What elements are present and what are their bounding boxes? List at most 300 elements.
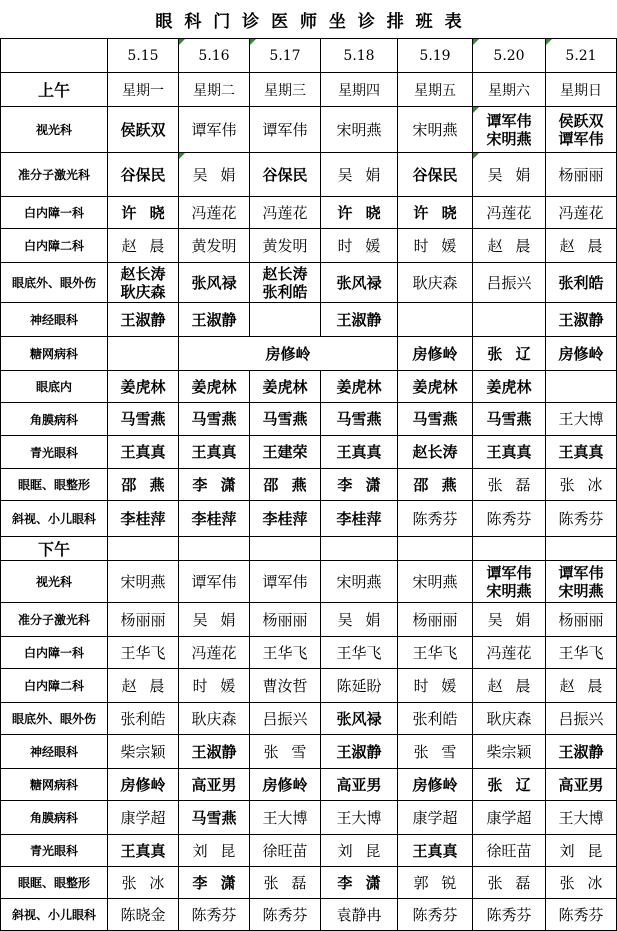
schedule-cell xyxy=(398,769,472,800)
doctor-name: 谷保民 xyxy=(120,165,166,184)
doctor-name: 刘 昆 xyxy=(337,841,381,860)
weekday-label: 星期三 xyxy=(250,73,320,106)
doctor-name: 冯莲花 xyxy=(486,643,532,662)
green-triangle-icon xyxy=(546,39,552,45)
doctor-name: 张风禄 xyxy=(336,709,382,728)
doctor-name: 邵 燕 xyxy=(263,475,307,494)
doctor-name: 吴 娟 xyxy=(192,610,236,629)
empty-cell xyxy=(179,537,249,560)
doctor-name: 谭军伟 xyxy=(262,572,308,591)
schedule-cell xyxy=(398,436,472,468)
doctor-name: 李桂萍 xyxy=(120,509,166,528)
schedule-cell xyxy=(108,867,178,898)
schedule-cell xyxy=(179,801,249,834)
doctor-name: 王淑静 xyxy=(120,310,166,329)
doctor-name: 王淑静 xyxy=(191,310,237,329)
doctor-name: 冯莲花 xyxy=(191,203,237,222)
schedule-cell xyxy=(321,469,397,500)
schedule-cell xyxy=(179,637,249,668)
doctor-name: 谭军伟 xyxy=(558,563,604,582)
schedule-cell xyxy=(321,637,397,668)
schedule-cell xyxy=(398,197,472,228)
doctor-name: 宋明燕 xyxy=(558,581,604,600)
doctor-name: 许 晓 xyxy=(337,203,381,222)
schedule-cell xyxy=(473,371,545,402)
doctor-name: 杨丽丽 xyxy=(120,610,166,629)
doctor-name: 赵 晨 xyxy=(121,676,165,695)
department-label: 神经眼科 xyxy=(1,735,107,768)
schedule-cell xyxy=(321,835,397,866)
date-header: 5.17 xyxy=(250,39,320,72)
schedule-cell xyxy=(546,835,616,866)
schedule-cell xyxy=(546,337,616,370)
department-label: 准分子激光科 xyxy=(1,153,107,196)
department-label: 视光科 xyxy=(1,107,107,152)
department-label: 斜视、小儿眼科 xyxy=(1,501,107,536)
department-label: 斜视、小儿眼科 xyxy=(1,899,107,930)
schedule-cell xyxy=(398,801,472,834)
doctor-name: 吴 娟 xyxy=(487,610,531,629)
schedule-cell xyxy=(473,637,545,668)
doctor-name: 张风禄 xyxy=(336,273,382,292)
doctor-name: 耿庆森 xyxy=(486,709,532,728)
schedule-cell xyxy=(398,835,472,866)
doctor-name: 王淑静 xyxy=(558,742,604,761)
schedule-cell xyxy=(250,835,320,866)
schedule-cell xyxy=(179,703,249,734)
schedule-cell xyxy=(398,669,472,702)
doctor-name: 杨丽丽 xyxy=(558,165,604,184)
doctor-name: 王淑静 xyxy=(336,742,382,761)
doctor-name: 王建荣 xyxy=(262,443,308,461)
schedule-cell xyxy=(546,501,616,536)
schedule-cell xyxy=(321,867,397,898)
doctor-name: 吴 娟 xyxy=(192,165,236,184)
schedule-cell xyxy=(179,436,249,468)
schedule-cell xyxy=(473,501,545,536)
doctor-name: 耿庆森 xyxy=(120,282,166,301)
schedule-cell xyxy=(321,561,397,602)
empty-cell xyxy=(473,537,545,560)
schedule-cell xyxy=(179,469,249,500)
doctor-name: 李 潇 xyxy=(337,475,381,494)
schedule-cell xyxy=(473,769,545,800)
department-label: 白内障二科 xyxy=(1,669,107,702)
doctor-name: 张 冰 xyxy=(559,475,603,494)
schedule-cell xyxy=(108,436,178,468)
doctor-name: 宋明燕 xyxy=(486,129,532,148)
date-header: 5.16 xyxy=(179,39,249,72)
session-label-afternoon: 下午 xyxy=(1,537,107,560)
schedule-cell xyxy=(108,669,178,702)
schedule-cell xyxy=(250,107,320,152)
doctor-name: 宋明燕 xyxy=(336,572,382,591)
schedule-cell xyxy=(321,436,397,468)
doctor-name: 宋明燕 xyxy=(412,120,458,139)
schedule-cell xyxy=(321,703,397,734)
doctor-name: 冯莲花 xyxy=(486,203,532,222)
doctor-name: 谭军伟 xyxy=(486,111,532,130)
department-label: 眼眶、眼整形 xyxy=(1,469,107,500)
doctor-name: 赵长涛 xyxy=(412,443,458,461)
doctor-name: 陈秀芬 xyxy=(486,905,532,924)
doctor-name: 邵 燕 xyxy=(121,475,165,494)
schedule-cell xyxy=(473,337,545,370)
doctor-name: 马雪燕 xyxy=(191,808,237,827)
doctor-name: 陈秀芬 xyxy=(191,905,237,924)
schedule-cell xyxy=(398,703,472,734)
schedule-cell xyxy=(250,801,320,834)
schedule-cell xyxy=(179,153,249,196)
schedule-cell xyxy=(250,371,320,402)
schedule-cell xyxy=(250,603,320,636)
green-triangle-icon xyxy=(179,153,185,159)
doctor-name: 王淑静 xyxy=(336,310,382,329)
schedule-cell xyxy=(546,403,616,435)
doctor-name: 张利皓 xyxy=(262,282,308,301)
schedule-cell xyxy=(179,603,249,636)
schedule-cell xyxy=(321,669,397,702)
weekday-label: 星期五 xyxy=(398,73,472,106)
doctor-name: 吴 娟 xyxy=(337,165,381,184)
schedule-cell xyxy=(473,669,545,702)
doctor-name: 李桂萍 xyxy=(336,509,382,528)
schedule-cell xyxy=(108,303,178,336)
schedule-cell xyxy=(321,197,397,228)
schedule-cell xyxy=(473,303,545,336)
doctor-name: 王真真 xyxy=(336,443,382,461)
doctor-name: 宋明燕 xyxy=(336,120,382,139)
schedule-cell xyxy=(473,561,545,602)
date-header: 5.15 xyxy=(108,39,178,72)
doctor-name: 张 磊 xyxy=(263,873,307,892)
doctor-name: 许 晓 xyxy=(413,203,457,222)
schedule-cell xyxy=(473,867,545,898)
doctor-name: 马雪燕 xyxy=(412,410,458,428)
doctor-name: 姜虎林 xyxy=(336,377,382,396)
doctor-name: 刘 昆 xyxy=(559,841,603,860)
schedule-cell xyxy=(398,107,472,152)
doctor-name: 张 辽 xyxy=(487,344,531,363)
doctor-name: 李 潇 xyxy=(337,873,381,892)
schedule-cell xyxy=(108,703,178,734)
schedule-cell xyxy=(321,403,397,435)
department-label: 眼底外、眼外伤 xyxy=(1,703,107,734)
doctor-name: 徐旺苗 xyxy=(486,841,532,860)
schedule-cell xyxy=(546,603,616,636)
doctor-name: 杨丽丽 xyxy=(412,610,458,629)
schedule-cell xyxy=(398,263,472,302)
schedule-cell xyxy=(179,303,249,336)
schedule-cell xyxy=(473,835,545,866)
doctor-name: 王真真 xyxy=(120,841,166,860)
schedule-cell xyxy=(473,801,545,834)
doctor-name: 房修岭 xyxy=(558,344,604,363)
doctor-name: 马雪燕 xyxy=(336,410,382,428)
department-label: 眼底外、眼外伤 xyxy=(1,263,107,302)
doctor-name: 赵 晨 xyxy=(487,236,531,255)
doctor-name: 王华飞 xyxy=(412,643,458,662)
empty-cell xyxy=(398,537,472,560)
department-label: 青光眼科 xyxy=(1,835,107,866)
schedule-cell xyxy=(250,899,320,930)
department-label: 白内障一科 xyxy=(1,637,107,668)
doctor-name: 王真真 xyxy=(191,443,237,461)
doctor-name: 王大博 xyxy=(558,410,604,428)
department-label: 视光科 xyxy=(1,561,107,602)
schedule-cell xyxy=(473,107,545,152)
schedule-cell xyxy=(179,669,249,702)
schedule-cell xyxy=(108,835,178,866)
green-triangle-icon xyxy=(473,107,479,113)
schedule-cell xyxy=(398,603,472,636)
doctor-name: 王大博 xyxy=(262,808,308,827)
date-header: 5.20 xyxy=(473,39,545,72)
doctor-name: 高亚男 xyxy=(558,775,604,794)
doctor-name: 高亚男 xyxy=(336,775,382,794)
doctor-name: 王华飞 xyxy=(262,643,308,662)
green-triangle-icon xyxy=(179,39,185,45)
green-triangle-icon xyxy=(250,39,256,45)
green-triangle-icon xyxy=(473,153,479,159)
schedule-cell xyxy=(546,769,616,800)
doctor-name: 杨丽丽 xyxy=(262,610,308,629)
doctor-name: 赵 晨 xyxy=(121,236,165,255)
schedule-cell xyxy=(108,735,178,768)
weekday-label: 星期一 xyxy=(108,73,178,106)
schedule-cell xyxy=(546,229,616,262)
schedule-cell xyxy=(250,501,320,536)
schedule-cell xyxy=(321,735,397,768)
schedule-cell xyxy=(250,436,320,468)
doctor-name: 赵 晨 xyxy=(487,676,531,695)
department-label: 糖网病科 xyxy=(1,337,107,370)
schedule-cell xyxy=(179,107,249,152)
schedule-cell xyxy=(473,263,545,302)
schedule-cell xyxy=(250,197,320,228)
schedule-cell xyxy=(473,469,545,500)
doctor-name: 王大博 xyxy=(336,808,382,827)
doctor-name: 柴宗颖 xyxy=(486,742,532,761)
department-label: 糖网病科 xyxy=(1,769,107,800)
doctor-name: 马雪燕 xyxy=(262,410,308,428)
doctor-name: 房修岭 xyxy=(262,775,308,794)
department-label: 角膜病科 xyxy=(1,801,107,834)
schedule-cell xyxy=(321,153,397,196)
doctor-name: 谭军伟 xyxy=(191,572,237,591)
date-header: 5.19 xyxy=(398,39,472,72)
doctor-name: 王大博 xyxy=(558,808,604,827)
doctor-name: 房修岭 xyxy=(412,775,458,794)
schedule-cell xyxy=(108,603,178,636)
schedule-cell xyxy=(398,735,472,768)
schedule-cell xyxy=(546,371,616,402)
schedule-cell xyxy=(250,867,320,898)
schedule-cell xyxy=(250,469,320,500)
doctor-name: 姜虎林 xyxy=(120,377,166,396)
doctor-name: 王真真 xyxy=(486,443,532,461)
doctor-name: 姜虎林 xyxy=(262,377,308,396)
doctor-name: 冯莲花 xyxy=(262,203,308,222)
schedule-cell xyxy=(179,501,249,536)
doctor-name: 谭军伟 xyxy=(262,120,308,139)
schedule-cell xyxy=(250,637,320,668)
doctor-name: 赵 晨 xyxy=(559,676,603,695)
schedule-cell xyxy=(546,801,616,834)
schedule-cell xyxy=(108,337,178,370)
doctor-name: 耿庆森 xyxy=(191,709,237,728)
page-title: 眼 科 门 诊 医 师 坐 诊 排 班 表 xyxy=(155,11,462,32)
doctor-name: 侯跃双 xyxy=(558,111,604,130)
doctor-name: 谷保民 xyxy=(262,165,308,184)
weekday-label: 星期六 xyxy=(473,73,545,106)
doctor-name: 张利皓 xyxy=(558,273,604,292)
schedule-cell xyxy=(179,769,249,800)
schedule-cell xyxy=(250,769,320,800)
doctor-name: 谭军伟 xyxy=(558,129,604,148)
doctor-name: 姜虎林 xyxy=(191,377,237,396)
doctor-name: 康学超 xyxy=(486,808,532,827)
doctor-name: 赵 晨 xyxy=(559,236,603,255)
doctor-name: 陈晓金 xyxy=(120,905,166,924)
doctor-name: 黄发明 xyxy=(191,236,237,255)
corner-cell xyxy=(1,39,107,72)
schedule-cell xyxy=(250,669,320,702)
schedule-cell xyxy=(546,436,616,468)
doctor-name: 陈秀芬 xyxy=(558,905,604,924)
schedule-cell xyxy=(546,263,616,302)
doctor-name: 时 媛 xyxy=(192,676,236,695)
schedule-cell xyxy=(321,603,397,636)
date-header: 5.21 xyxy=(546,39,616,72)
schedule-cell xyxy=(473,703,545,734)
schedule-cell xyxy=(108,263,178,302)
doctor-name: 姜虎林 xyxy=(412,377,458,396)
doctor-name: 房修岭 xyxy=(120,775,166,794)
schedule-cell xyxy=(179,197,249,228)
doctor-name: 徐旺苗 xyxy=(262,841,308,860)
schedule-cell xyxy=(250,229,320,262)
schedule-cell xyxy=(473,735,545,768)
doctor-name: 陈秀芬 xyxy=(486,509,532,528)
doctor-name: 张风禄 xyxy=(191,273,237,292)
doctor-name: 赵长涛 xyxy=(262,264,308,283)
schedule-cell xyxy=(398,153,472,196)
schedule-cell xyxy=(321,899,397,930)
doctor-name: 王华飞 xyxy=(558,643,604,662)
doctor-name: 马雪燕 xyxy=(120,410,166,428)
doctor-name: 吴 娟 xyxy=(337,610,381,629)
schedule-cell xyxy=(250,153,320,196)
doctor-name: 吕振兴 xyxy=(486,273,532,292)
doctor-name: 耿庆森 xyxy=(412,273,458,292)
schedule-cell xyxy=(546,703,616,734)
doctor-name: 姜虎林 xyxy=(486,377,532,396)
schedule-cell xyxy=(108,371,178,402)
doctor-name: 王真真 xyxy=(558,443,604,461)
doctor-name: 时 媛 xyxy=(413,676,457,695)
doctor-name: 冯莲花 xyxy=(558,203,604,222)
department-label: 白内障二科 xyxy=(1,229,107,262)
schedule-cell xyxy=(321,769,397,800)
empty-cell xyxy=(321,537,397,560)
doctor-name: 陈秀芬 xyxy=(412,905,458,924)
schedule-cell xyxy=(108,501,178,536)
doctor-name: 张 冰 xyxy=(121,873,165,892)
doctor-name: 柴宗颖 xyxy=(120,742,166,761)
doctor-name: 邵 燕 xyxy=(413,475,457,494)
schedule-cell xyxy=(108,403,178,435)
schedule-table xyxy=(0,38,617,931)
department-label: 白内障一科 xyxy=(1,197,107,228)
doctor-name: 刘 昆 xyxy=(192,841,236,860)
schedule-cell xyxy=(108,197,178,228)
doctor-name: 王华飞 xyxy=(336,643,382,662)
schedule-cell xyxy=(546,669,616,702)
date-header: 5.18 xyxy=(321,39,397,72)
doctor-name: 时 媛 xyxy=(413,236,457,255)
schedule-cell xyxy=(321,263,397,302)
schedule-cell xyxy=(108,899,178,930)
schedule-cell xyxy=(398,229,472,262)
schedule-cell xyxy=(398,371,472,402)
doctor-name: 陈延盼 xyxy=(336,676,382,695)
schedule-cell xyxy=(398,337,472,370)
schedule-cell xyxy=(546,561,616,602)
schedule-cell xyxy=(546,469,616,500)
doctor-name: 时 媛 xyxy=(337,236,381,255)
schedule-cell xyxy=(108,469,178,500)
doctor-name: 吕振兴 xyxy=(558,709,604,728)
doctor-name: 高亚男 xyxy=(191,775,237,794)
schedule-cell xyxy=(473,603,545,636)
schedule-cell xyxy=(179,561,249,602)
doctor-name: 康学超 xyxy=(412,808,458,827)
doctor-name: 曹汝哲 xyxy=(262,676,308,695)
schedule-cell xyxy=(321,371,397,402)
schedule-cell xyxy=(250,561,320,602)
doctor-name: 张 雪 xyxy=(413,742,457,761)
schedule-cell xyxy=(179,899,249,930)
schedule-cell xyxy=(546,867,616,898)
schedule-cell xyxy=(108,561,178,602)
doctor-name: 马雪燕 xyxy=(191,410,237,428)
schedule-cell xyxy=(179,263,249,302)
schedule-cell xyxy=(546,107,616,152)
schedule-cell xyxy=(179,337,397,370)
schedule-cell xyxy=(179,867,249,898)
schedule-cell xyxy=(108,107,178,152)
doctor-name: 侯跃双 xyxy=(120,120,166,139)
schedule-cell xyxy=(473,229,545,262)
schedule-cell xyxy=(321,229,397,262)
schedule-cell xyxy=(398,899,472,930)
schedule-cell xyxy=(108,229,178,262)
doctor-name: 马雪燕 xyxy=(486,410,532,428)
schedule-cell xyxy=(398,637,472,668)
doctor-name: 陈秀芬 xyxy=(262,905,308,924)
schedule-cell xyxy=(250,403,320,435)
schedule-cell xyxy=(398,867,472,898)
schedule-cell xyxy=(398,501,472,536)
doctor-name: 王淑静 xyxy=(191,742,237,761)
doctor-name: 冯莲花 xyxy=(191,643,237,662)
doctor-name: 李 潇 xyxy=(192,475,236,494)
schedule-cell xyxy=(398,469,472,500)
weekday-label: 星期四 xyxy=(321,73,397,106)
doctor-name: 谷保民 xyxy=(412,165,458,184)
schedule-cell xyxy=(250,703,320,734)
